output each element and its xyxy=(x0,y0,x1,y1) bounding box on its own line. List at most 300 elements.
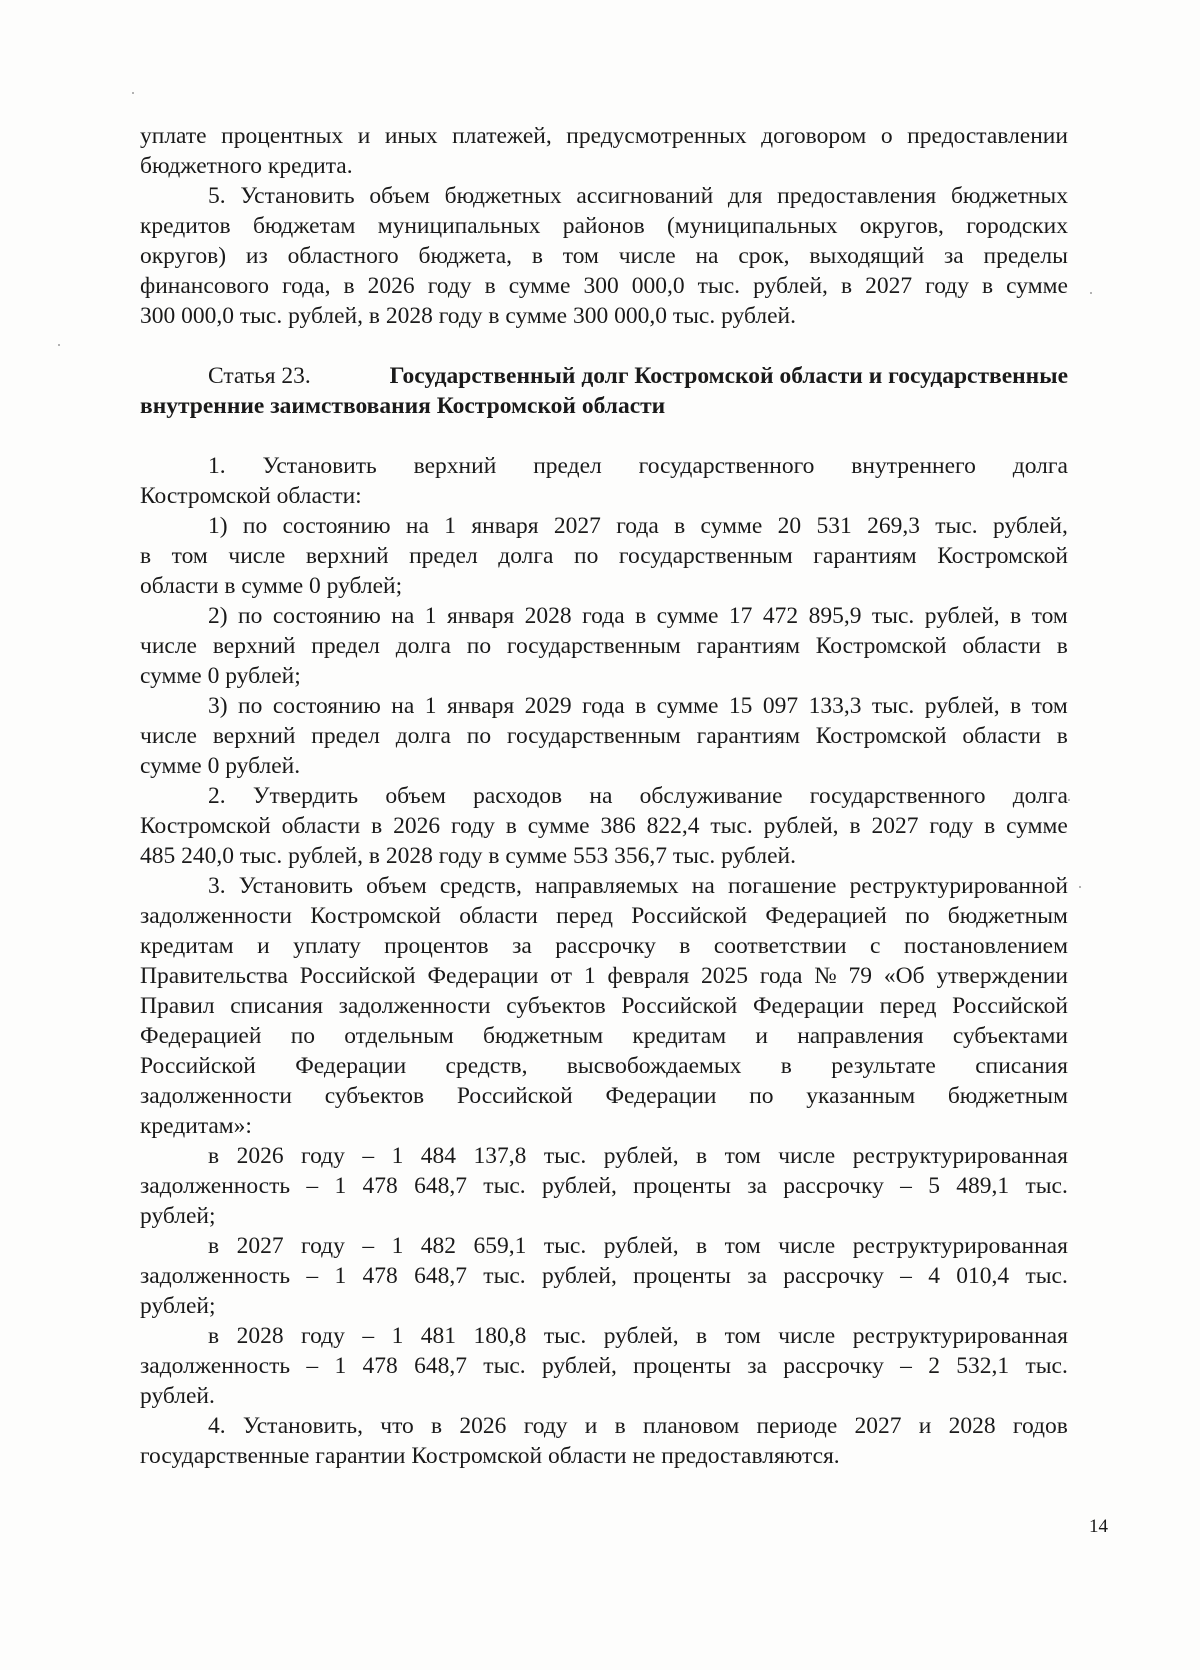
word: для xyxy=(727,183,763,209)
word: в xyxy=(208,1323,220,1349)
word: кредитов xyxy=(140,213,231,239)
word: сумме xyxy=(656,603,719,629)
word: по xyxy=(290,1023,316,1049)
word: проценты xyxy=(633,1173,731,1199)
word: – xyxy=(306,1263,319,1289)
word: обслуживание xyxy=(639,783,783,809)
word: Федерацией xyxy=(140,1023,262,1049)
word: 2026 xyxy=(236,1143,284,1169)
word: пределы xyxy=(983,243,1068,269)
word: высвобождаемых xyxy=(566,1053,742,1079)
word: тыс. xyxy=(871,603,915,629)
word: состоянию xyxy=(282,513,391,539)
paragraph-line xyxy=(140,1291,1068,1321)
word: проценты xyxy=(633,1263,731,1289)
paragraph-line xyxy=(140,1261,1068,1291)
word: 010,4 xyxy=(956,1263,1010,1289)
word: предел xyxy=(409,543,478,569)
scan-speck xyxy=(132,92,134,94)
word: на xyxy=(405,513,429,539)
word: долга xyxy=(1012,453,1068,479)
word: 2028 xyxy=(524,603,572,629)
word: 1 xyxy=(391,1323,404,1349)
word: субъектов xyxy=(506,993,606,1019)
word: 1) xyxy=(208,513,228,539)
word: средств, xyxy=(439,873,522,899)
word: том xyxy=(1031,693,1068,719)
word: (муниципальных xyxy=(666,213,838,239)
word: финансового xyxy=(140,273,270,299)
word: области xyxy=(962,633,1041,659)
paragraph-b7 xyxy=(140,1141,1068,1231)
paragraph-line xyxy=(140,451,1068,481)
word: утверждении xyxy=(936,963,1068,989)
word: расходов xyxy=(473,783,563,809)
word: долга xyxy=(395,723,451,749)
word: году xyxy=(523,1413,568,1439)
word: 133,3 xyxy=(808,693,862,719)
word: 1 xyxy=(334,1263,347,1289)
paragraph-line xyxy=(140,661,1068,691)
word: иных xyxy=(384,123,438,149)
word: – xyxy=(362,1323,375,1349)
word: в xyxy=(371,813,383,839)
word: 386 xyxy=(600,813,636,839)
paragraph-line xyxy=(140,991,1068,1021)
word: тыс. xyxy=(543,1323,587,1349)
word: 472 xyxy=(762,603,799,629)
word: 097 xyxy=(762,693,799,719)
word: рублей, xyxy=(603,1233,679,1259)
word: задолженности xyxy=(140,903,292,929)
word: в xyxy=(984,813,996,839)
word: долга xyxy=(395,633,451,659)
word: рублей, xyxy=(603,1143,679,1169)
word: 137,8 xyxy=(473,1143,527,1169)
word: на xyxy=(695,243,719,269)
word: внутреннего xyxy=(851,453,976,479)
word: реструктурированная xyxy=(852,1323,1068,1349)
word: том xyxy=(171,543,208,569)
paragraph-line xyxy=(140,271,1068,301)
paragraph-b6 xyxy=(140,871,1068,1141)
word: направляемых xyxy=(534,873,679,899)
word: объем xyxy=(385,783,446,809)
word: на xyxy=(391,693,415,719)
text-line: сумме 0 рублей. xyxy=(140,753,301,779)
paragraph-line xyxy=(140,541,1068,571)
word: году xyxy=(929,813,974,839)
paragraph-b10 xyxy=(140,1411,1068,1471)
word: в xyxy=(635,603,647,629)
word: 2027 xyxy=(865,273,913,299)
word: от xyxy=(550,963,572,989)
word: постановлением xyxy=(903,933,1068,959)
word: кредитам xyxy=(632,1023,727,1049)
word: задолженности xyxy=(338,993,491,1019)
word: по xyxy=(466,633,492,659)
word: в xyxy=(840,273,853,299)
word: 1 xyxy=(334,1173,347,1199)
word: в xyxy=(208,1143,220,1169)
word: – xyxy=(900,1173,912,1199)
word: Установить xyxy=(240,183,355,209)
word: 2027 xyxy=(854,1413,902,1439)
word: тыс. xyxy=(1025,1353,1068,1379)
word: февраля xyxy=(607,963,690,989)
word: 659,1 xyxy=(473,1233,527,1259)
text-line: рублей. xyxy=(140,1383,215,1409)
word: средств, xyxy=(445,1053,528,1079)
word: числе xyxy=(140,633,197,659)
word: объем xyxy=(369,183,430,209)
word: 1 xyxy=(424,603,437,629)
word: января xyxy=(471,513,539,539)
word: по xyxy=(238,693,263,719)
paragraph-line xyxy=(140,481,1068,511)
word: за xyxy=(512,933,532,959)
paragraph-b1 xyxy=(140,451,1068,511)
word: 532,1 xyxy=(956,1353,1010,1379)
word: верхний xyxy=(305,543,389,569)
paragraph-line xyxy=(140,781,1068,811)
paragraph-line xyxy=(140,691,1068,721)
word: сумме xyxy=(508,273,571,299)
word: предел xyxy=(311,633,380,659)
word: в xyxy=(696,1143,708,1169)
document-body xyxy=(140,121,1068,1471)
word: 79 xyxy=(848,963,873,989)
paragraph-line xyxy=(140,151,1068,181)
page-number: 14 xyxy=(1089,1516,1108,1537)
word: рассрочку xyxy=(783,1173,884,1199)
word: – xyxy=(306,1173,319,1199)
article-heading xyxy=(140,361,1068,421)
word: государственного xyxy=(638,453,815,479)
word: рассрочку xyxy=(555,933,656,959)
word: государственного xyxy=(809,783,986,809)
word: гарантиям xyxy=(696,633,800,659)
word: – xyxy=(362,1233,375,1259)
paragraph-line xyxy=(140,961,1068,991)
word: за xyxy=(747,1263,767,1289)
word: рублей, xyxy=(753,273,828,299)
word: 822,4 xyxy=(646,813,700,839)
word: сумме xyxy=(700,513,763,539)
word: 000,0 xyxy=(631,273,685,299)
paragraph-line xyxy=(140,841,1068,871)
word: в xyxy=(208,1233,220,1259)
word: тыс. xyxy=(543,1233,587,1259)
word: по xyxy=(242,513,268,539)
word: что xyxy=(380,1413,414,1439)
word: рублей, xyxy=(541,1263,617,1289)
word: Костромской xyxy=(140,813,271,839)
word: бюджетных xyxy=(444,183,562,209)
word: 2. xyxy=(208,783,226,809)
scan-speck xyxy=(1090,292,1092,294)
word: в xyxy=(679,933,691,959)
word: числе xyxy=(618,243,676,269)
word: году xyxy=(451,813,495,839)
word: городских xyxy=(966,213,1068,239)
word: января xyxy=(447,693,515,719)
word: из xyxy=(245,243,268,269)
word: 478 xyxy=(362,1263,398,1289)
word: том xyxy=(562,243,599,269)
word: Установить, xyxy=(242,1413,363,1439)
text-line: 485 240,0 тыс. рублей, в 2028 году в сумме 553 356,7 тыс. рублей. xyxy=(140,843,796,869)
word: в xyxy=(696,1323,708,1349)
word: в xyxy=(674,513,686,539)
word: рублей, xyxy=(541,1173,617,1199)
paragraph-line xyxy=(140,1081,1068,1111)
word: 300 xyxy=(583,273,619,299)
scan-speck xyxy=(58,344,60,346)
word: Российской xyxy=(631,903,748,929)
word: предоставлении xyxy=(907,123,1068,149)
word: состоянию xyxy=(272,693,381,719)
word: верхний xyxy=(413,453,497,479)
word: по xyxy=(905,903,930,929)
word: указанным xyxy=(806,1083,916,1109)
scan-speck xyxy=(1068,799,1070,801)
word: в xyxy=(1056,723,1068,749)
word: области xyxy=(459,903,538,929)
word: рассрочку xyxy=(783,1353,884,1379)
word: по xyxy=(574,543,599,569)
word: году xyxy=(301,1323,345,1349)
paragraph-line xyxy=(140,301,1068,331)
article-prefix: Статья 23. xyxy=(208,363,311,389)
paragraph-line xyxy=(140,631,1068,661)
word: Правил xyxy=(140,993,215,1019)
word: в xyxy=(1056,633,1068,659)
word: годов xyxy=(1012,1413,1068,1439)
word: 489,1 xyxy=(956,1173,1010,1199)
word: сумме xyxy=(656,693,719,719)
word: гарантиям xyxy=(813,543,917,569)
word: году xyxy=(301,1233,345,1259)
word: 5 xyxy=(928,1173,940,1199)
word: за xyxy=(747,1353,767,1379)
word: платежей, xyxy=(452,123,552,149)
word: на xyxy=(691,873,715,899)
word: в xyxy=(982,273,994,299)
word: 478 xyxy=(362,1173,398,1199)
word: направления xyxy=(797,1023,924,1049)
word: 1 xyxy=(424,693,437,719)
word: результате xyxy=(831,1053,936,1079)
word: 1. xyxy=(208,453,226,479)
word: 17 xyxy=(728,603,753,629)
word: муниципальных xyxy=(377,213,541,239)
paragraph-b9 xyxy=(140,1321,1068,1411)
paragraph-line xyxy=(140,1351,1068,1381)
scan-speck xyxy=(1079,886,1081,888)
word: Российской xyxy=(140,1053,256,1079)
word: Установить xyxy=(262,453,377,479)
word: года, xyxy=(282,273,331,299)
word: состоянию xyxy=(272,603,381,629)
text-line: области в сумме 0 рублей; xyxy=(140,573,403,599)
word: рублей, xyxy=(763,813,839,839)
paragraph-line xyxy=(140,511,1068,541)
word: проценты xyxy=(633,1353,731,1379)
word: том xyxy=(1031,603,1068,629)
word: в xyxy=(849,813,861,839)
word: в xyxy=(696,1233,708,1259)
paragraph-line xyxy=(140,751,1068,781)
word: и xyxy=(755,1023,768,1049)
word: – xyxy=(306,1353,319,1379)
word: в xyxy=(531,243,543,269)
word: 4 xyxy=(928,1263,940,1289)
word: и xyxy=(357,123,371,149)
word: соответствии xyxy=(713,933,847,959)
paragraph-line xyxy=(140,1051,1068,1081)
word: тыс. xyxy=(1025,1173,1068,1199)
word: 1 xyxy=(391,1233,404,1259)
word: округов, xyxy=(859,213,944,239)
word: января xyxy=(447,603,515,629)
word: погашение xyxy=(727,873,837,899)
word: 1 xyxy=(334,1353,347,1379)
paragraph-line xyxy=(140,871,1068,901)
word: Федерации xyxy=(605,1083,717,1109)
word: 3) xyxy=(208,693,228,719)
paragraph-p0 xyxy=(140,121,1068,181)
word: 484 xyxy=(420,1143,457,1169)
word: 1 xyxy=(583,963,596,989)
word: числе xyxy=(778,1323,836,1349)
paragraph-line xyxy=(140,1381,1068,1411)
intro-section xyxy=(140,121,1068,331)
word: области xyxy=(281,813,361,839)
word: 5. xyxy=(208,183,226,209)
word: на xyxy=(391,603,415,629)
word: тыс. xyxy=(935,513,978,539)
paragraph-line xyxy=(140,811,1068,841)
article-heading-line-1 xyxy=(140,361,1068,391)
word: периоде xyxy=(756,1413,838,1439)
word: бюджетным xyxy=(483,1023,604,1049)
word: 1 xyxy=(444,513,457,539)
paragraph-line xyxy=(140,1321,1068,1351)
word: тыс. xyxy=(697,273,741,299)
word: субъектами xyxy=(952,1023,1068,1049)
word: по xyxy=(749,1083,774,1109)
word: задолженность xyxy=(140,1353,291,1379)
word: 2027 xyxy=(871,813,919,839)
text-line: бюджетного кредита. xyxy=(140,153,353,179)
word: в xyxy=(505,813,517,839)
word: Российской xyxy=(299,963,416,989)
word: 2026 xyxy=(459,1413,507,1439)
word: числе xyxy=(140,723,197,749)
word: перед xyxy=(556,903,613,929)
word: предоставления xyxy=(777,183,937,209)
text-line: государственные гарантии Костромской области не предоставляются. xyxy=(140,1443,840,1469)
word: предел xyxy=(311,723,380,749)
word: 482 xyxy=(420,1233,457,1259)
article-body xyxy=(140,451,1068,1471)
paragraph-line xyxy=(140,211,1068,241)
word: и xyxy=(918,1413,932,1439)
word: 2028 xyxy=(236,1323,284,1349)
word: 481 xyxy=(420,1323,457,1349)
word: списания xyxy=(975,1053,1068,1079)
article-title-part-2: внутренние заимствования Костромской области xyxy=(140,393,666,419)
word: области xyxy=(962,723,1041,749)
word: верхний xyxy=(212,633,296,659)
text-line: 300 000,0 тыс. рублей, в 2028 году в сумме 300 000,0 тыс. рублей. xyxy=(140,303,796,329)
word: в xyxy=(1010,693,1022,719)
word: 269,3 xyxy=(867,513,920,539)
word: тыс. xyxy=(871,693,915,719)
word: году xyxy=(925,273,969,299)
text-line: рублей; xyxy=(140,1203,216,1229)
word: года xyxy=(582,603,625,629)
word: числе xyxy=(228,543,286,569)
word: 648,7 xyxy=(414,1353,467,1379)
word: бюджетным xyxy=(947,1083,1068,1109)
paragraph-p1 xyxy=(140,181,1068,331)
word: числе xyxy=(778,1233,836,1259)
word: за xyxy=(944,243,964,269)
word: в xyxy=(431,1413,443,1439)
word: в xyxy=(484,273,496,299)
word: процентных xyxy=(221,123,344,149)
word: сумме xyxy=(1006,273,1068,299)
word: в xyxy=(614,1413,626,1439)
word: Федерации xyxy=(752,993,864,1019)
word: 3. xyxy=(208,873,226,899)
word: в xyxy=(140,543,152,569)
word: сумме xyxy=(527,813,590,839)
word: реструктурированная xyxy=(852,1233,1068,1259)
word: года xyxy=(616,513,659,539)
paragraph-line xyxy=(140,931,1068,961)
word: бюджета, xyxy=(418,243,512,269)
word: 2025 xyxy=(701,963,749,989)
paragraph-b5 xyxy=(140,781,1068,871)
word: долга xyxy=(1012,783,1068,809)
paragraph-line xyxy=(140,181,1068,211)
word: в xyxy=(343,273,355,299)
word: задолженность xyxy=(140,1173,291,1199)
word: в xyxy=(780,1053,792,1079)
word: верхний xyxy=(212,723,296,749)
word: уплате xyxy=(140,123,207,149)
paragraph-line xyxy=(140,601,1068,631)
word: округов) xyxy=(140,243,227,269)
word: 20 xyxy=(777,513,802,539)
paragraph-line xyxy=(140,721,1068,751)
word: за xyxy=(747,1173,767,1199)
word: государственным xyxy=(506,633,681,659)
word: 478 xyxy=(362,1353,398,1379)
word: года xyxy=(759,963,803,989)
word: том xyxy=(724,1323,761,1349)
word: тыс. xyxy=(543,1143,587,1169)
word: списания xyxy=(230,993,323,1019)
text-line: рублей; xyxy=(140,1293,216,1319)
word: году xyxy=(301,1143,345,1169)
word: 2 xyxy=(928,1353,940,1379)
word: предел xyxy=(533,453,602,479)
word: и xyxy=(584,1413,598,1439)
